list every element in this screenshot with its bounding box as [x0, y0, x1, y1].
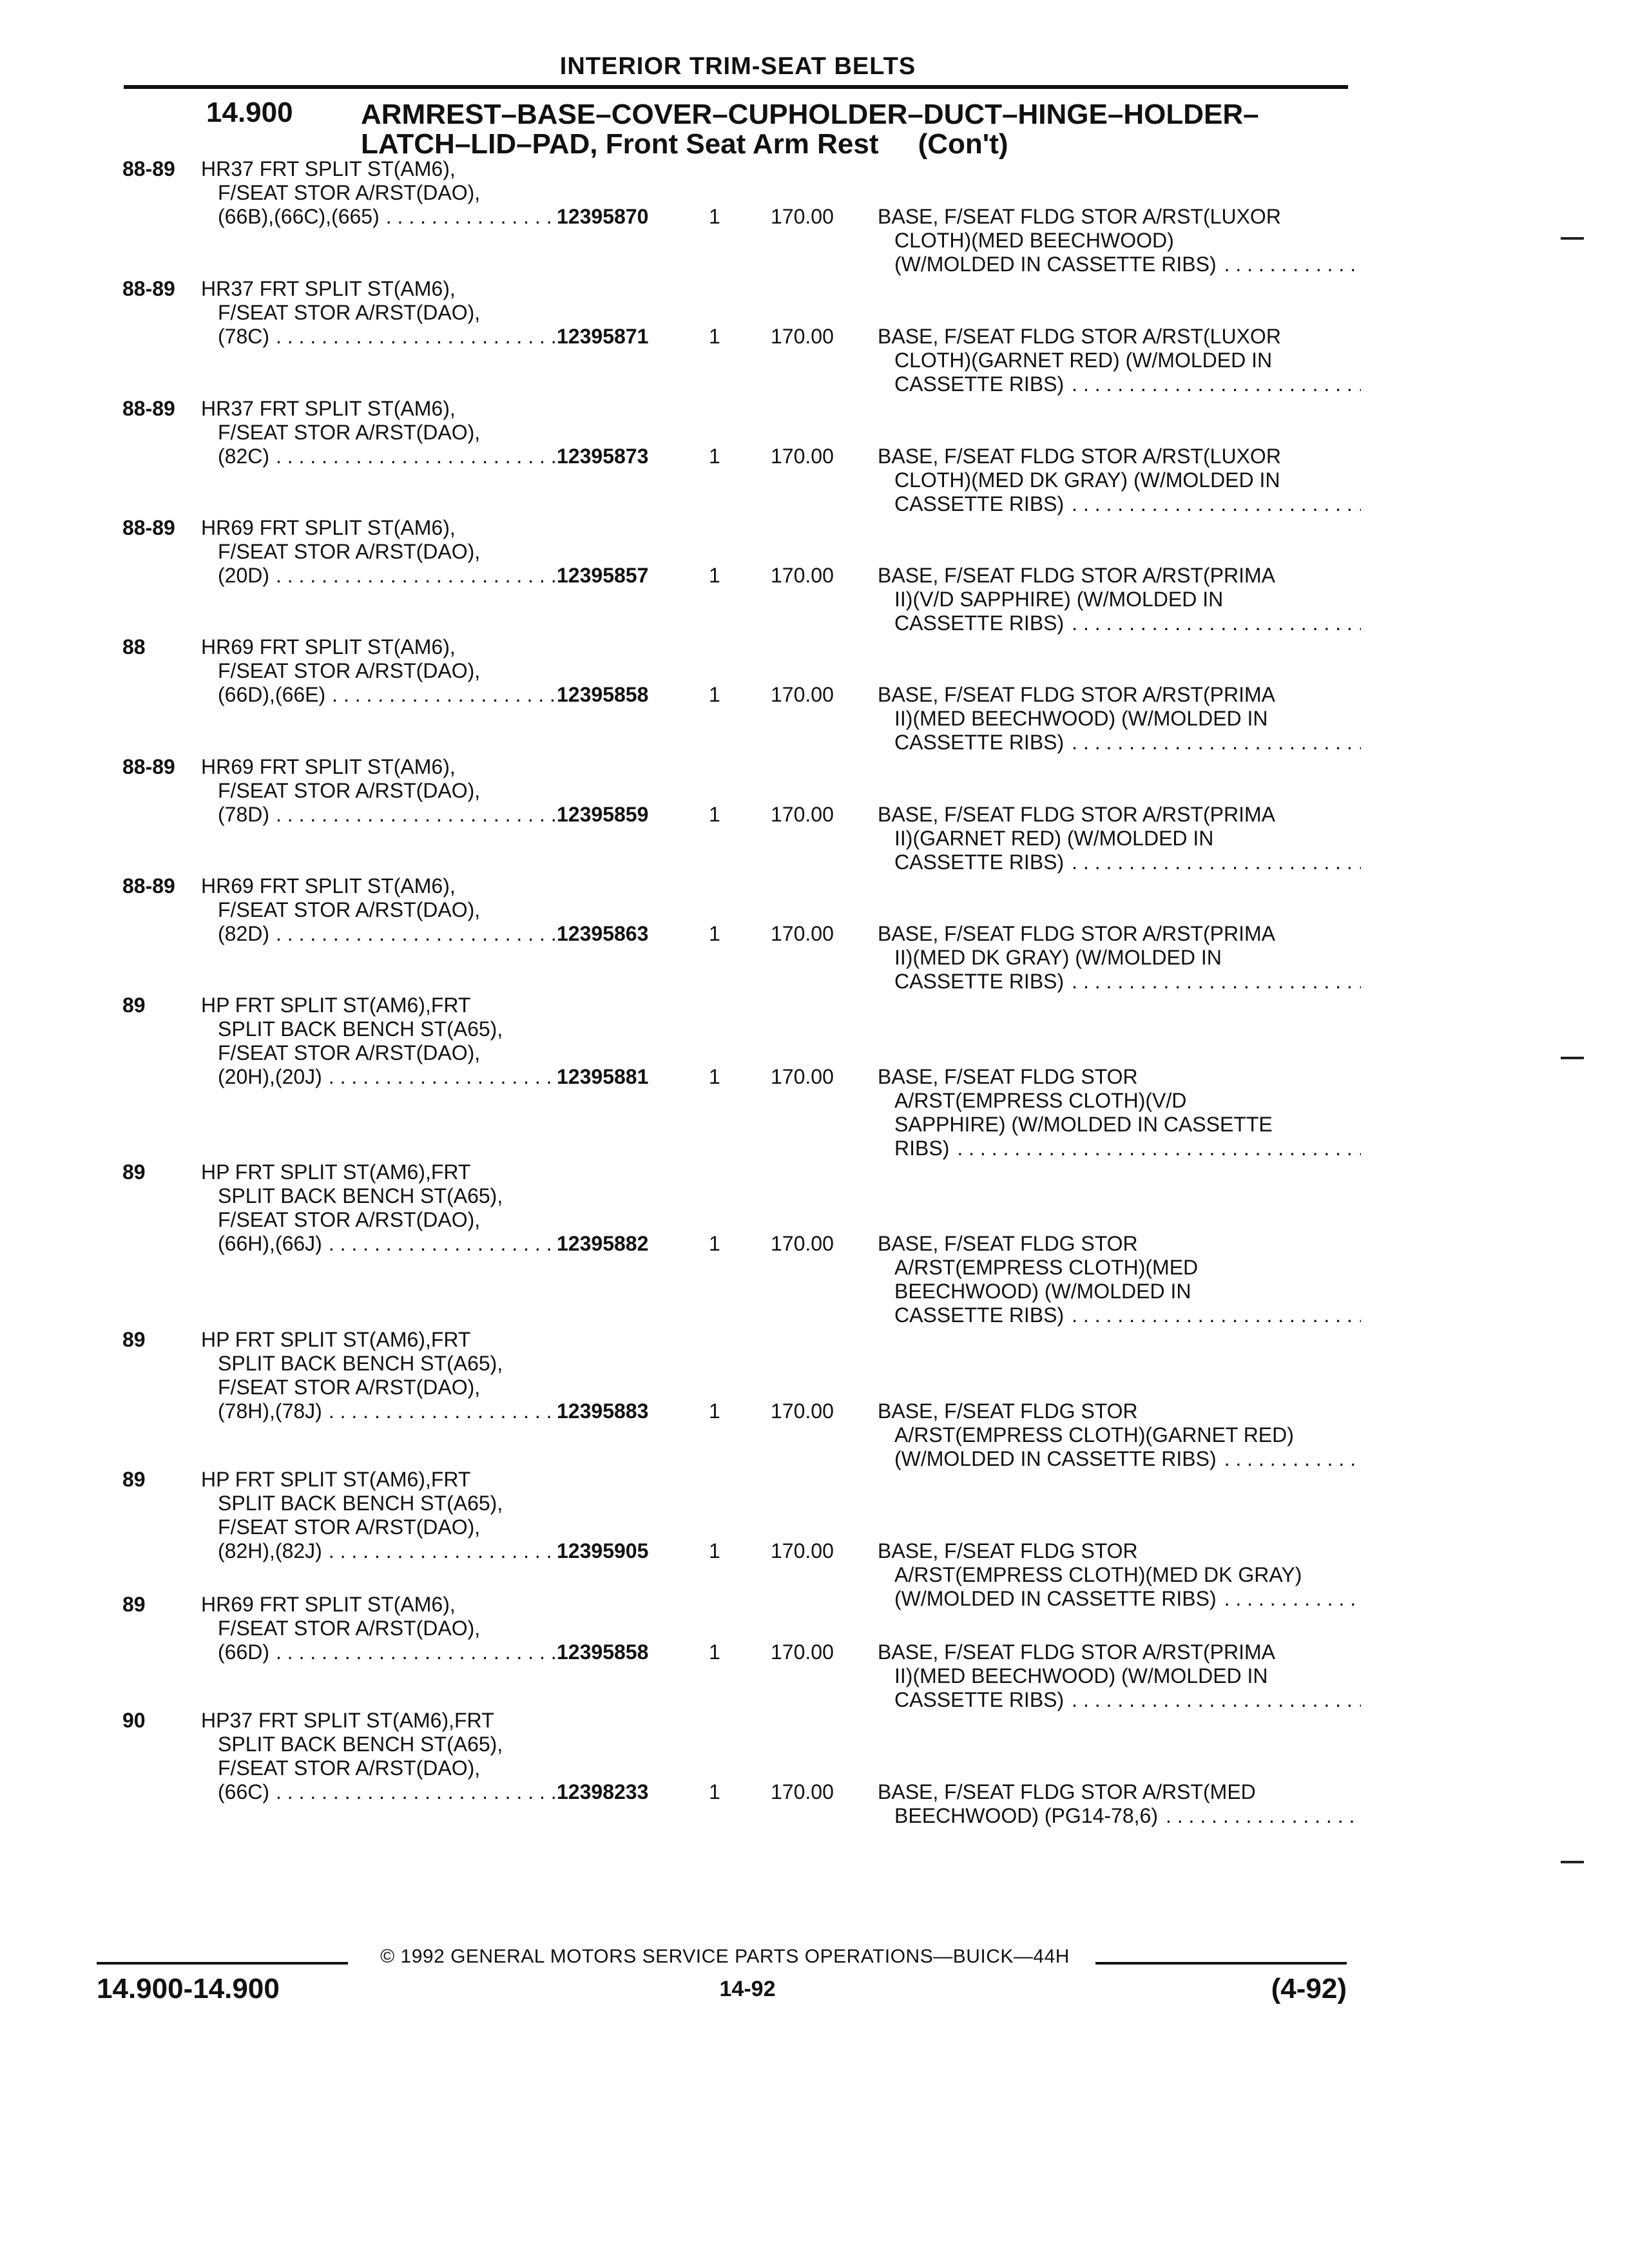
part-description [878, 1640, 1361, 1712]
part-description [878, 1232, 1361, 1327]
footer-rule [97, 1962, 348, 1965]
description-line: BASE, F/SEAT FLDG STOR A/RST(MED [878, 1780, 1256, 1803]
description-line: (W/MOLDED IN CASSETTE RIBS) [894, 253, 1217, 276]
trim-codes: (78C) [218, 325, 270, 348]
description-line: CASSETTE RIBS) [894, 611, 1065, 635]
model-years: 90 [122, 1709, 146, 1732]
parts-entry [0, 1709, 1629, 1831]
section-number: 14.900 [206, 97, 293, 128]
application-line: HR37 FRT SPLIT ST(AM6), [201, 397, 456, 420]
price: 170.00 [771, 445, 834, 468]
price: 170.00 [771, 1539, 834, 1562]
price: 170.00 [771, 803, 834, 826]
model-years: 88-89 [122, 277, 175, 300]
trim-codes-line [201, 1780, 562, 1804]
part-description [878, 1780, 1361, 1828]
dot-leader [1072, 970, 1361, 994]
quantity: 1 [709, 564, 720, 587]
description-line: BASE, F/SEAT FLDG STOR A/RST(LUXOR [878, 445, 1281, 468]
price: 170.00 [771, 922, 834, 945]
application-line: HR37 FRT SPLIT ST(AM6), [201, 157, 456, 180]
price: 170.00 [771, 1640, 834, 1664]
application-line: HR69 FRT SPLIT ST(AM6), [201, 635, 456, 658]
quantity: 1 [709, 445, 720, 468]
dot-leader [276, 803, 562, 827]
margin-tick [1561, 1861, 1584, 1863]
application-text [201, 994, 562, 1089]
section-title-line-2: LATCH–LID–PAD, Front Seat Arm Rest (Con't) [361, 128, 1008, 160]
description-last-line [878, 1303, 1361, 1327]
description-line: BEECHWOOD) (PG14-78,6) [894, 1804, 1158, 1827]
application-line: HR69 FRT SPLIT ST(AM6), [201, 755, 456, 778]
margin-tick [1561, 237, 1584, 240]
trim-codes-line [201, 1232, 562, 1256]
description-last-line [878, 611, 1361, 635]
description-last-line [878, 492, 1361, 516]
part-description [878, 922, 1361, 994]
description-line: RIBS) [894, 1137, 950, 1160]
application-line: F/SEAT STOR A/RST(DAO), [218, 1208, 481, 1231]
trim-codes: (78D) [218, 803, 270, 826]
quantity: 1 [709, 1232, 720, 1255]
parts-entry [0, 1593, 1629, 1715]
application-line: F/SEAT STOR A/RST(DAO), [218, 779, 481, 802]
parts-entry [0, 635, 1629, 758]
trim-codes-line [201, 1539, 562, 1563]
quantity: 1 [709, 1065, 720, 1088]
description-line: SAPPHIRE) (W/MOLDED IN CASSETTE [894, 1113, 1273, 1136]
quantity: 1 [709, 683, 720, 706]
trim-codes-line [201, 922, 562, 946]
application-text [201, 397, 562, 468]
description-line: BASE, F/SEAT FLDG STOR A/RST(PRIMA [878, 564, 1276, 587]
application-line: HR37 FRT SPLIT ST(AM6), [201, 277, 456, 300]
description-last-line [878, 1137, 1361, 1160]
parts-entry [0, 157, 1629, 280]
dot-leader [329, 1399, 562, 1423]
model-years: 89 [122, 1593, 146, 1616]
model-years: 88-89 [122, 874, 175, 898]
dot-leader [276, 445, 562, 468]
part-number: 12395858 [557, 1640, 649, 1664]
page-number: 14-92 [719, 1977, 776, 2001]
quantity: 1 [709, 205, 720, 228]
description-line: A/RST(EMPRESS CLOTH)(MED DK GRAY) [894, 1563, 1302, 1586]
application-text [201, 1160, 562, 1256]
model-years: 89 [122, 1160, 146, 1184]
dot-leader [276, 1780, 562, 1804]
trim-codes-line [201, 564, 562, 588]
part-number: 12395881 [557, 1065, 649, 1088]
application-line: HP37 FRT SPLIT ST(AM6),FRT [201, 1709, 494, 1732]
trim-codes-line [201, 1399, 562, 1423]
description-last-line [878, 970, 1361, 994]
dot-leader [329, 1232, 562, 1256]
model-years: 88-89 [122, 157, 175, 180]
dot-leader [1072, 1303, 1361, 1327]
description-line: BASE, F/SEAT FLDG STOR A/RST(PRIMA [878, 922, 1276, 945]
description-last-line [878, 253, 1361, 276]
part-description [878, 445, 1361, 516]
description-line: CASSETTE RIBS) [894, 372, 1065, 396]
parts-entry [0, 277, 1629, 399]
trim-codes: (66B),(66C),(665) [218, 205, 380, 228]
description-line: CASSETTE RIBS) [894, 1303, 1065, 1327]
application-line: F/SEAT STOR A/RST(DAO), [218, 898, 481, 921]
description-line: A/RST(EMPRESS CLOTH)(GARNET RED) [894, 1423, 1294, 1446]
application-text [201, 277, 562, 349]
trim-codes: (82H),(82J) [218, 1539, 322, 1562]
revision-date: (4-92) [1271, 1973, 1347, 2004]
description-line: CLOTH)(GARNET RED) (W/MOLDED IN [894, 349, 1273, 372]
quantity: 1 [709, 1780, 720, 1803]
trim-codes: (66D),(66E) [218, 683, 326, 706]
part-description [878, 803, 1361, 874]
application-line: HP FRT SPLIT ST(AM6),FRT [201, 1328, 471, 1351]
description-line: BEECHWOOD) (W/MOLDED IN [894, 1280, 1191, 1303]
trim-codes: (20D) [218, 564, 270, 587]
description-line: II)(MED DK GRAY) (W/MOLDED IN [894, 946, 1222, 969]
description-line: BASE, F/SEAT FLDG STOR A/RST(PRIMA [878, 803, 1276, 826]
trim-codes-line [201, 1065, 562, 1089]
parts-entry [0, 516, 1629, 639]
application-text [201, 635, 562, 707]
application-line: F/SEAT STOR A/RST(DAO), [218, 1756, 481, 1780]
description-line: II)(MED BEECHWOOD) (W/MOLDED IN [894, 1664, 1268, 1687]
model-years: 88-89 [122, 755, 175, 778]
model-years: 88-89 [122, 516, 175, 539]
model-years: 89 [122, 1328, 146, 1351]
part-description [878, 1065, 1361, 1160]
model-years: 89 [122, 994, 146, 1017]
part-description [878, 564, 1361, 635]
quantity: 1 [709, 922, 720, 945]
description-line: BASE, F/SEAT FLDG STOR A/RST(LUXOR [878, 325, 1281, 348]
description-line: A/RST(EMPRESS CLOTH)(V/D [894, 1089, 1187, 1112]
part-number: 12395882 [557, 1232, 649, 1255]
trim-codes-line [201, 445, 562, 468]
model-years: 88-89 [122, 397, 175, 420]
dot-leader [1072, 850, 1361, 874]
application-text [201, 1709, 562, 1804]
description-line: II)(GARNET RED) (W/MOLDED IN [894, 827, 1214, 850]
application-text [201, 1468, 562, 1563]
part-number: 12395905 [557, 1539, 649, 1562]
dot-leader [276, 1640, 562, 1664]
section-title-line-1: ARMREST–BASE–COVER–CUPHOLDER–DUCT–HINGE–HOLDER– [361, 99, 1259, 130]
part-number: 12395859 [557, 803, 649, 826]
dot-leader [276, 922, 562, 946]
running-title: INTERIOR TRIM-SEAT BELTS [559, 53, 916, 80]
dot-leader [1224, 253, 1361, 276]
description-line: BASE, F/SEAT FLDG STOR [878, 1399, 1138, 1423]
trim-codes-line [201, 325, 562, 349]
part-number: 12395871 [557, 325, 649, 348]
trim-codes: (66D) [218, 1640, 270, 1664]
application-line: HR69 FRT SPLIT ST(AM6), [201, 1593, 456, 1616]
part-number: 12395883 [557, 1399, 649, 1423]
margin-tick [1561, 1057, 1584, 1059]
trim-codes: (82C) [218, 445, 270, 468]
application-text [201, 157, 562, 229]
dot-leader [1072, 492, 1361, 516]
model-years: 88 [122, 635, 146, 658]
application-text [201, 1328, 562, 1423]
quantity: 1 [709, 1640, 720, 1664]
description-line: CASSETTE RIBS) [894, 492, 1065, 515]
application-line: F/SEAT STOR A/RST(DAO), [218, 1376, 481, 1399]
quantity: 1 [709, 1539, 720, 1562]
description-line: (W/MOLDED IN CASSETTE RIBS) [894, 1587, 1217, 1610]
trim-codes: (78H),(78J) [218, 1399, 322, 1423]
description-line: (W/MOLDED IN CASSETTE RIBS) [894, 1447, 1217, 1470]
price: 170.00 [771, 325, 834, 348]
application-text [201, 516, 562, 588]
trim-codes: (66H),(66J) [218, 1232, 322, 1255]
application-line: SPLIT BACK BENCH ST(A65), [218, 1733, 503, 1756]
dot-leader [1166, 1804, 1361, 1828]
application-text [201, 755, 562, 827]
application-line: SPLIT BACK BENCH ST(A65), [218, 1352, 503, 1375]
dot-leader [332, 683, 562, 707]
description-last-line [878, 731, 1361, 754]
trim-codes-line [201, 683, 562, 707]
application-text [201, 874, 562, 946]
parts-entry [0, 1328, 1629, 1470]
dot-leader [1072, 731, 1361, 754]
price: 170.00 [771, 205, 834, 228]
part-description [878, 683, 1361, 754]
part-number: 12395858 [557, 683, 649, 706]
quantity: 1 [709, 1399, 720, 1423]
description-last-line [878, 372, 1361, 396]
description-last-line [878, 1804, 1361, 1828]
application-text [201, 1593, 562, 1664]
trim-codes: (66C) [218, 1780, 270, 1803]
section-range: 14.900-14.900 [97, 1973, 280, 2004]
description-last-line [878, 850, 1361, 874]
part-number: 12395857 [557, 564, 649, 587]
application-line: F/SEAT STOR A/RST(DAO), [218, 181, 481, 204]
quantity: 1 [709, 803, 720, 826]
parts-entry [0, 755, 1629, 878]
description-line: BASE, F/SEAT FLDG STOR [878, 1539, 1138, 1562]
description-line: BASE, F/SEAT FLDG STOR A/RST(LUXOR [878, 205, 1281, 228]
price: 170.00 [771, 564, 834, 587]
trim-codes-line [201, 205, 562, 229]
part-description [878, 325, 1361, 396]
price: 170.00 [771, 683, 834, 706]
part-number: 12395873 [557, 445, 649, 468]
trim-codes-line [201, 803, 562, 827]
description-line: CASSETTE RIBS) [894, 850, 1065, 874]
description-line: II)(MED BEECHWOOD) (W/MOLDED IN [894, 707, 1268, 730]
description-line: BASE, F/SEAT FLDG STOR [878, 1065, 1138, 1088]
application-line: HP FRT SPLIT ST(AM6),FRT [201, 1160, 471, 1184]
model-years: 89 [122, 1468, 146, 1491]
description-line: BASE, F/SEAT FLDG STOR A/RST(PRIMA [878, 1640, 1276, 1664]
dot-leader [276, 325, 562, 349]
application-line: HP FRT SPLIT ST(AM6),FRT [201, 1468, 471, 1491]
description-line: CLOTH)(MED BEECHWOOD) [894, 229, 1174, 252]
parts-entry [0, 994, 1629, 1160]
parts-entry [0, 1160, 1629, 1327]
description-line: CASSETTE RIBS) [894, 1688, 1065, 1711]
application-line: HR69 FRT SPLIT ST(AM6), [201, 874, 456, 898]
part-description [878, 1399, 1361, 1471]
application-line: HP FRT SPLIT ST(AM6),FRT [201, 994, 471, 1017]
trim-codes: (82D) [218, 922, 270, 945]
part-number: 12398233 [557, 1780, 649, 1803]
description-line: CASSETTE RIBS) [894, 970, 1065, 993]
application-line: F/SEAT STOR A/RST(DAO), [218, 1041, 481, 1064]
application-line: F/SEAT STOR A/RST(DAO), [218, 301, 481, 324]
price: 170.00 [771, 1399, 834, 1423]
dot-leader [276, 564, 562, 588]
footer-copyright: © 1992 GENERAL MOTORS SERVICE PARTS OPERATIONS—BUICK—44H [380, 1946, 1070, 1967]
description-line: BASE, F/SEAT FLDG STOR A/RST(PRIMA [878, 683, 1276, 706]
application-line: F/SEAT STOR A/RST(DAO), [218, 421, 481, 444]
part-number: 12395870 [557, 205, 649, 228]
part-number: 12395863 [557, 922, 649, 945]
dot-leader [1072, 372, 1361, 396]
trim-codes: (20H),(20J) [218, 1065, 322, 1088]
application-line: HR69 FRT SPLIT ST(AM6), [201, 516, 456, 539]
description-line: CASSETTE RIBS) [894, 731, 1065, 754]
footer-rule [1095, 1962, 1347, 1965]
description-line: BASE, F/SEAT FLDG STOR [878, 1232, 1138, 1255]
part-description [878, 205, 1361, 276]
application-line: SPLIT BACK BENCH ST(A65), [218, 1017, 503, 1041]
top-rule [124, 85, 1348, 89]
description-line: II)(V/D SAPPHIRE) (W/MOLDED IN [894, 588, 1224, 611]
quantity: 1 [709, 325, 720, 348]
dot-leader [386, 205, 562, 229]
parts-entry [0, 397, 1629, 519]
application-line: SPLIT BACK BENCH ST(A65), [218, 1184, 503, 1207]
description-line: CLOTH)(MED DK GRAY) (W/MOLDED IN [894, 468, 1280, 492]
price: 170.00 [771, 1780, 834, 1803]
dot-leader [329, 1539, 562, 1563]
application-line: F/SEAT STOR A/RST(DAO), [218, 659, 481, 682]
application-line: F/SEAT STOR A/RST(DAO), [218, 540, 481, 563]
trim-codes-line [201, 1640, 562, 1664]
application-line: F/SEAT STOR A/RST(DAO), [218, 1515, 481, 1539]
dot-leader [957, 1137, 1361, 1160]
section-title [361, 100, 1315, 159]
application-line: F/SEAT STOR A/RST(DAO), [218, 1617, 481, 1640]
price: 170.00 [771, 1232, 834, 1255]
application-line: SPLIT BACK BENCH ST(A65), [218, 1492, 503, 1515]
dot-leader [329, 1065, 562, 1089]
parts-entry [0, 874, 1629, 997]
price: 170.00 [771, 1065, 834, 1088]
dot-leader [1072, 611, 1361, 635]
description-line: A/RST(EMPRESS CLOTH)(MED [894, 1256, 1199, 1279]
